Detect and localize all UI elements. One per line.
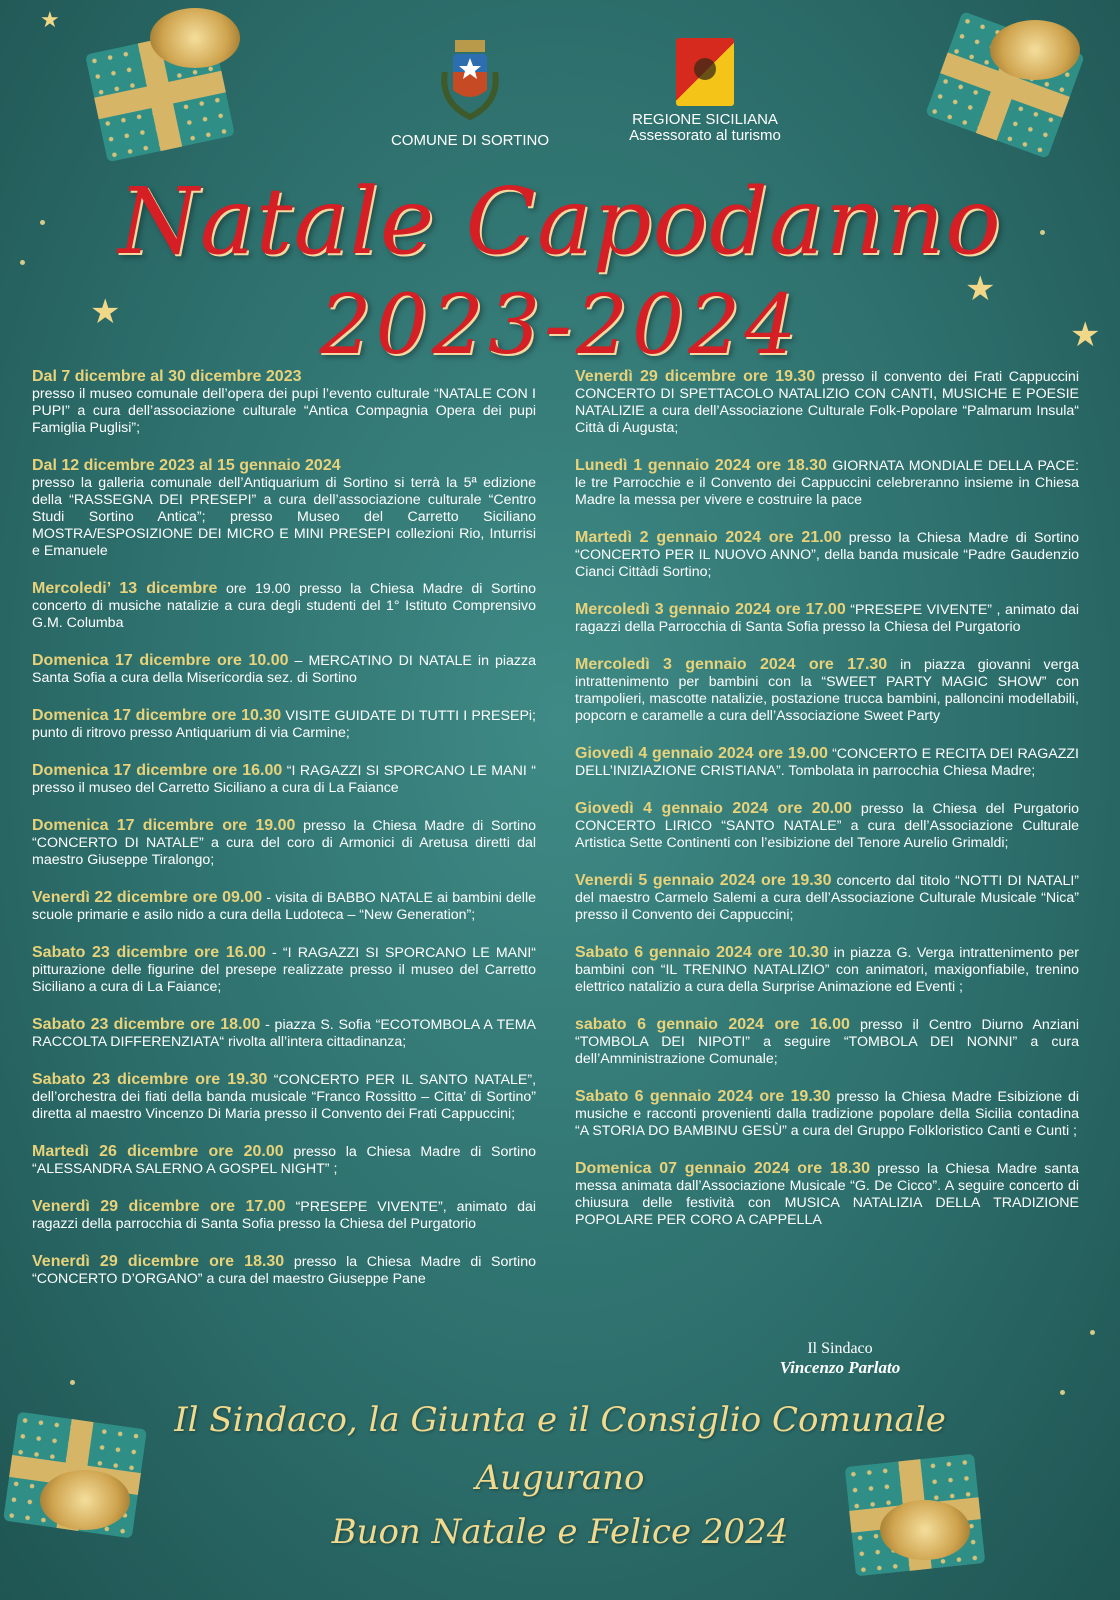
event-date: Martedì 26 dicembre ore 20.00 <box>32 1143 284 1160</box>
event-text: presso la Chiesa del Purgatorio CONCERTO LIRICO “SANTO NATALE” a cura dell’Associazione Culturale Artistica Sette Continenti con l’esibizione del Tenore Aurelio Grimaldi; <box>575 801 1079 851</box>
greeting-line-1: Il Sindaco, la Giunta e il Consiglio Comunale <box>174 1400 946 1440</box>
event-date: Domenica 17 dicembre ore 19.00 <box>32 817 296 834</box>
event-item <box>575 872 1079 924</box>
logo-header <box>0 32 1120 162</box>
event-item <box>32 817 536 869</box>
event-text: – MERCATINO DI NATALE in piazza Santa Sofia a cura della Misericordia sez. di Sortino <box>32 653 537 686</box>
event-text: VISITE GUIDATE DI TUTTI I PRESEPi; punto di ritrovo presso Antiquarium di via Carmine; <box>32 708 537 741</box>
event-text: presso la Chiesa Madre Esibizione di musiche e racconti provenienti dalla tradizione popolare della Sicilia contadina “A STORIA DO BAMBINU GESÙ” a cura del Gruppo Folkloristico Canti e Cunti ; <box>575 1089 1079 1139</box>
main-title: Natale Capodanno <box>118 168 1002 275</box>
greeting-line-3: Buon Natale e Felice 2024 <box>331 1512 789 1552</box>
sortino-crest-icon <box>435 32 505 122</box>
sparkle-icon <box>70 1380 75 1385</box>
sparkle-icon <box>1090 1330 1095 1335</box>
event-text: in piazza giovanni verga intrattenimento per bambini con la “SWEET PARTY MAGIC SHOW” con trampolieri, mascotte natalizie, postazione trucca bambini, palloncini modellabili, popcorn e caramelle a cura dell’Associazione Sweet Party <box>575 657 1079 724</box>
event-item <box>32 580 536 632</box>
event-item <box>32 1143 536 1178</box>
event-item <box>32 457 536 560</box>
star-icon: ★ <box>965 269 996 309</box>
title-years: 2023-2024 <box>319 278 801 373</box>
event-text: GIORNATA MONDIALE DELLA PACE: le tre Parrocchie e il Convento dei Cappuccini celebreranno insieme in Chiesa Madre la messa per vivere e costruire la pace <box>575 458 1080 508</box>
event-date: Mercoledi’ 13 dicembre <box>32 580 218 597</box>
event-date: Mercoledì 3 gennaio 2024 ore 17.30 <box>575 656 888 673</box>
event-text: presso la Chiesa Madre di Sortino “CONCERTO D’ORGANO” a cura del maestro Giuseppe Pane <box>32 1254 536 1287</box>
event-text: presso la Chiesa Madre di Sortino “CONCERTO DI NATALE” a cura del coro di Armonici di Aretusa diretti dal maestro Giuseppe Tiralongo; <box>32 818 536 868</box>
event-item <box>575 1160 1079 1229</box>
event-date: Giovedì 4 gennaio 2024 ore 19.00 <box>575 745 828 762</box>
event-item <box>32 652 536 687</box>
star-icon: ★ <box>1070 315 1101 355</box>
event-item <box>32 368 536 437</box>
regione-sub-label: Assessorato al turismo <box>629 127 781 144</box>
event-item <box>575 656 1079 725</box>
comune-logo <box>380 32 560 149</box>
event-date: Dal 12 dicembre 2023 al 15 gennaio 2024 <box>32 457 341 474</box>
sparkle-icon <box>1060 1390 1065 1395</box>
event-date: Domenica 17 dicembre ore 10.00 <box>32 652 289 669</box>
event-text: presso il convento dei Frati Cappuccini CONCERTO DI SPETTACOLO NATALIZIO CON CANTI, MUSICHE E POESIE NATALIZIE a cura dell’Associazione Culturale Folk-Popolare “Palmarum Insula“ Città di Augusta; <box>575 369 1079 436</box>
event-date: Sabato 23 dicembre ore 19.30 <box>32 1071 268 1088</box>
event-text: “PRESEPE VIVENTE” , animato dai ragazzi della Parrocchia di Santa Sofia presso la Chiesa del Purgatorio <box>575 602 1079 635</box>
event-date: Domenica 17 dicembre ore 10.30 <box>32 707 282 724</box>
event-text: presso il museo comunale dell’opera dei pupi l’evento culturale “NATALE CON I PUPI” a cura dell’associazione culturale “Antica Compagnia Opera dei pupi Famiglia Puglisi”; <box>32 386 536 436</box>
sicilia-flag-icon <box>676 38 734 106</box>
event-text: in piazza G. Verga intrattenimento per bambini con “IL TRENINO NATALIZIO” con animatori, maxigonfiabile, trenino elettrico natalizio a cura della Surprise Animazione ed Eventi ; <box>575 945 1079 995</box>
comune-label: COMUNE DI SORTINO <box>390 132 550 149</box>
event-text: presso la Chiesa Madre di Sortino “ALESSANDRA SALERNO A GOSPEL NIGHT” ; <box>32 1144 536 1177</box>
event-text: - piazza S. Sofia “ECOTOMBOLA A TEMA RACCOLTA DIFFERENZIATA“ rivolta all’intera cittadinanza; <box>32 1017 536 1050</box>
event-text: - “I RAGAZZI SI SPORCANO LE MANI“ pitturazione delle figurine del presepe realizzate presso il museo del Carretto Siciliano a cura di La Faiance; <box>32 945 537 995</box>
event-item <box>32 1253 536 1288</box>
event-text: “CONCERTO E RECITA DEI RAGAZZI DELL’INIZIAZIONE CRISTIANA”. Tombolata in parrocchia Chiesa Madre; <box>575 746 1079 779</box>
signature-name: Vincenzo Parlato <box>779 1358 901 1377</box>
regione-label: REGIONE SICILIANA <box>632 111 778 128</box>
event-date: Giovedì 4 gennaio 2024 ore 20.00 <box>575 800 852 817</box>
event-item <box>575 1088 1079 1140</box>
event-item <box>575 368 1079 437</box>
regione-logo <box>600 38 810 144</box>
event-date: Sabato 23 dicembre ore 18.00 <box>32 1016 261 1033</box>
signature <box>760 1340 920 1378</box>
event-date: Venerdi 5 gennaio 2024 ore 19.30 <box>575 872 832 889</box>
signature-role: Il Sindaco <box>807 1340 873 1357</box>
event-date: Sabato 6 gennaio 2024 ore 19.30 <box>575 1088 831 1105</box>
event-item <box>32 707 536 742</box>
events-right-column <box>575 368 1079 1249</box>
event-item <box>575 1016 1079 1068</box>
event-item <box>32 1198 536 1233</box>
event-text: “I RAGAZZI SI SPORCANO LE MANI “ presso il museo del Carretto Siciliano a cura di La Faiance <box>32 763 536 796</box>
event-item <box>575 601 1079 636</box>
greeting-line-2: Augurano <box>475 1458 645 1498</box>
event-text: presso la galleria comunale dell’Antiquarium di Sortino si terrà la 5ª edizione della “RASSEGNA DEI PRESEPI” a cura dell’associazione culturale “Centro Studi Sortino Antica”; presso Museo del Carretto Siciliano MOSTRA/ESPOSIZIONE DEI MICRO E MINI PRESEPI collezioni Rio, Inturrisi e Emanuele <box>32 475 536 559</box>
event-item <box>575 800 1079 852</box>
event-date: Martedì 2 gennaio 2024 ore 21.00 <box>575 529 842 546</box>
event-date: sabato 6 gennaio 2024 ore 16.00 <box>575 1016 850 1033</box>
event-text: “CONCERTO PER IL SANTO NATALE”, dell’orchestra dei fiati della banda musicale “Franco Rossitto – Citta’ di Sortino” diretta al maestro Vincenzo Di Maria presso il Convento dei Frati Cappuccini; <box>32 1072 537 1122</box>
event-date: Dal 7 dicembre al 30 dicembre 2023 <box>32 368 302 385</box>
event-date: Domenica 17 dicembre ore 16.00 <box>32 762 283 779</box>
event-item <box>32 889 536 924</box>
event-text: - visita di BABBO NATALE ai bambini delle scuole primarie e asilo nido a cura della Ludoteca – “New Generation”; <box>32 890 536 923</box>
event-item <box>32 762 536 797</box>
events-left-column <box>32 368 536 1308</box>
event-item <box>575 457 1079 509</box>
event-date: Lunedì 1 gennaio 2024 ore 18.30 <box>575 457 827 474</box>
event-item <box>32 1071 536 1123</box>
event-item <box>575 944 1079 996</box>
event-text: concerto dal titolo “NOTTI DI NATALI” del maestro Carmelo Salemi a cura dell’Associazione Culturale Musicale “Nica” presso il Convento dei Cappuccini; <box>575 873 1079 923</box>
event-text: presso la Chiesa Madre di Sortino “CONCERTO PER IL NUOVO ANNO”, della banda musicale “Padre Gaudenzio Cianci Cittàdi Sortino; <box>575 530 1079 580</box>
star-icon: ★ <box>40 8 60 33</box>
star-icon: ★ <box>90 292 121 332</box>
event-date: Domenica 07 gennaio 2024 ore 18.30 <box>575 1160 870 1177</box>
event-date: Sabato 6 gennaio 2024 ore 10.30 <box>575 944 829 961</box>
event-text: ore 19.00 presso la Chiesa Madre di Sortino concerto di musiche natalizie a cura degli studenti del 1° Istituto Comprensivo G.M. Columba <box>32 581 536 631</box>
event-item <box>32 1016 536 1051</box>
event-item <box>575 745 1079 780</box>
event-item <box>32 944 536 996</box>
event-date: Venerdì 29 dicembre ore 19.30 <box>575 368 816 385</box>
event-text: presso la Chiesa Madre santa messa animata dall’Associazione Musicale “G. De Cicco”. A seguire concerto di chiusura delle festività con MUSICA NATALIZIA DELLA TRADIZIONE POPOLARE PER CORO A CAPPELLA <box>575 1161 1079 1228</box>
event-item <box>575 529 1079 581</box>
event-date: Venerdì 22 dicembre ore 09.00 <box>32 889 263 906</box>
event-text: presso il Centro Diurno Anziani “TOMBOLA DEI NIPOTI” a seguire “TOMBOLA DEI NONNI” a cura dell’Amministrazione Comunale; <box>575 1017 1079 1067</box>
event-date: Sabato 23 dicembre ore 16.00 <box>32 944 266 961</box>
event-date: Venerdì 29 dicembre ore 18.30 <box>32 1253 285 1270</box>
event-text: “PRESEPE VIVENTE”, animato dai ragazzi della parrocchia di Santa Sofia presso la Chiesa del Purgatorio <box>32 1199 536 1232</box>
event-date: Venerdì 29 dicembre ore 17.00 <box>32 1198 286 1215</box>
event-date: Mercoledì 3 gennaio 2024 ore 17.00 <box>575 601 846 618</box>
